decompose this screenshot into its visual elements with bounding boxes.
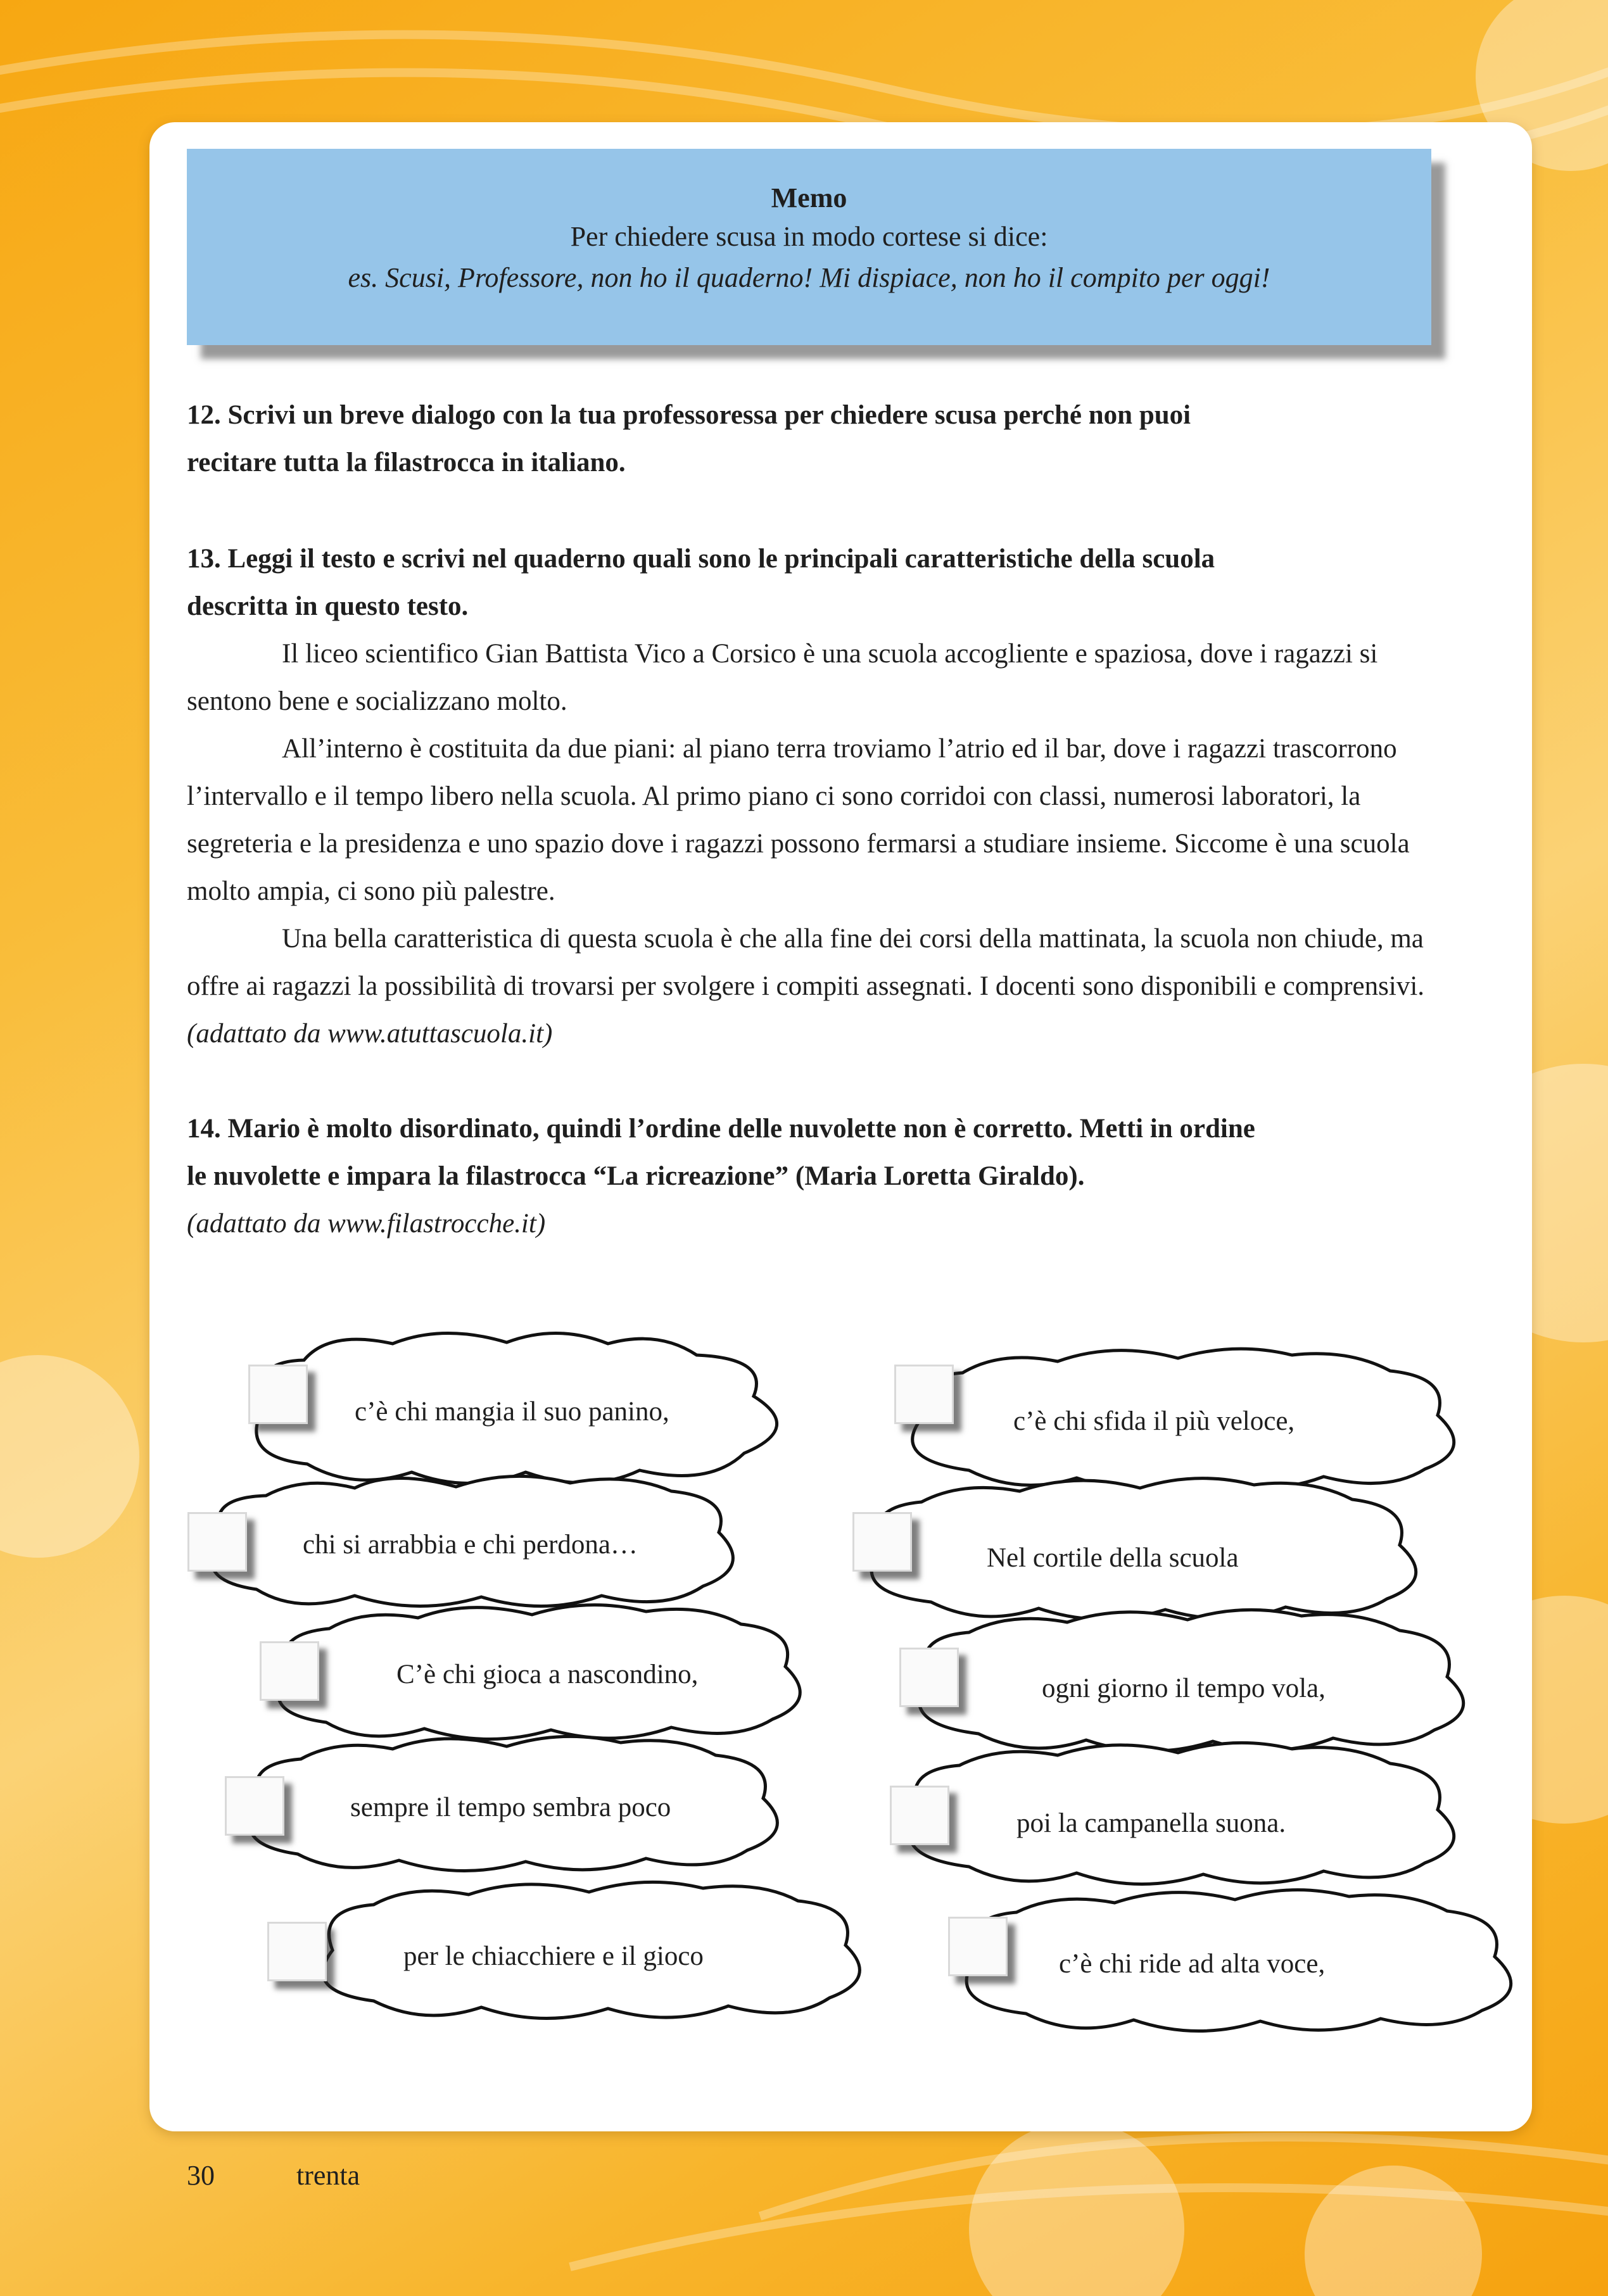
order-checkbox-1[interactable] bbox=[248, 1365, 308, 1424]
cloud-text-8: poi la campanella suona. bbox=[1016, 1808, 1286, 1838]
exercise-13-line-2: descritta in questo testo. bbox=[187, 591, 469, 621]
cloud-text-6: ogni giorno il tempo vola, bbox=[1042, 1674, 1326, 1703]
cloud-text-3: chi si arrabbia e chi perdona… bbox=[303, 1530, 638, 1560]
exercise-14-source: (adattato da www.filastrocche.it) bbox=[187, 1209, 546, 1239]
page-number: 30 bbox=[187, 2160, 215, 2191]
memo-title: Memo bbox=[771, 182, 847, 213]
exercise-14-line-1: 14. Mario è molto disordinato, quindi l’ordine delle nuvolette non è corretto. Metti in ordine bbox=[187, 1114, 1255, 1144]
cloud-text-1: c’è chi mangia il suo panino, bbox=[355, 1397, 669, 1427]
cloud-text-2: c’è chi sfida il più veloce, bbox=[1013, 1406, 1295, 1436]
order-checkbox-6[interactable] bbox=[899, 1648, 959, 1707]
cloud-text-7: sempre il tempo sembra poco bbox=[350, 1793, 671, 1822]
memo-example: es. Scusi, Professore, non ho il quaderno! Mi dispiace, non ho il compito per oggi! bbox=[348, 262, 1270, 293]
memo-line: Per chiedere scusa in modo cortese si dice: bbox=[570, 221, 1048, 252]
reading-paragraph-2: All’interno è costituita da due piani: al piano terra troviamo l’atrio ed il bar, dove i ragazzi trascorrono l’intervallo e il tempo libero nella scuola. Al primo piano ci sono corridoi con classi, numerosi laboratori, la segreteria e la presidenza e uno spazio dove i ragazzi possono fermarsi a studiare insieme. Siccome è una scuola molto ampia, ci sono più palestre. bbox=[187, 734, 1410, 906]
exercise-12-line-2: recitare tutta la filastrocca in italiano. bbox=[187, 448, 626, 477]
order-checkbox-5[interactable] bbox=[260, 1641, 319, 1701]
exercise-14-line-2: le nuvolette e impara la filastrocca “La ricreazione” (Maria Loretta Giraldo). bbox=[187, 1161, 1085, 1191]
order-checkbox-10[interactable] bbox=[948, 1917, 1008, 1976]
exercise-13-line-1: 13. Leggi il testo e scrivi nel quaderno quali sono le principali caratteristiche della scuola bbox=[187, 544, 1215, 574]
exercise-12-line-1: 12. Scrivi un breve dialogo con la tua professoressa per chiedere scusa perché non puoi bbox=[187, 400, 1191, 430]
order-checkbox-4[interactable] bbox=[852, 1512, 912, 1572]
order-checkbox-3[interactable] bbox=[187, 1512, 247, 1572]
order-checkbox-8[interactable] bbox=[890, 1786, 949, 1845]
reading-source: (adattato da www.atuttascuola.it) bbox=[187, 1019, 553, 1049]
page-number-word: trenta bbox=[296, 2160, 360, 2191]
reading-paragraph-1: Il liceo scientifico Gian Battista Vico a Corsico è una scuola accogliente e spaziosa, dove i ragazzi si sentono bene e socializzano molto. bbox=[187, 639, 1378, 716]
order-checkbox-2[interactable] bbox=[894, 1365, 954, 1424]
cloud-text-9: per le chiacchiere e il gioco bbox=[403, 1941, 704, 1971]
order-checkbox-9[interactable] bbox=[267, 1922, 327, 1981]
cloud-text-5: C’è chi gioca a nascondino, bbox=[396, 1660, 699, 1689]
cloud-text-4: Nel cortile della scuola bbox=[987, 1543, 1239, 1573]
cloud-text-10: c’è chi ride ad alta voce, bbox=[1059, 1949, 1326, 1979]
reading-paragraph-3-text: Una bella caratteristica di questa scuola è che alla fine dei corsi della mattinata, la scuola non chiude, ma offre ai ragazzi la possibilità di trovarsi per svolgere i compiti assegnati. I docenti sono disponibili e comprensivi. bbox=[187, 924, 1425, 1001]
order-checkbox-7[interactable] bbox=[225, 1776, 284, 1836]
